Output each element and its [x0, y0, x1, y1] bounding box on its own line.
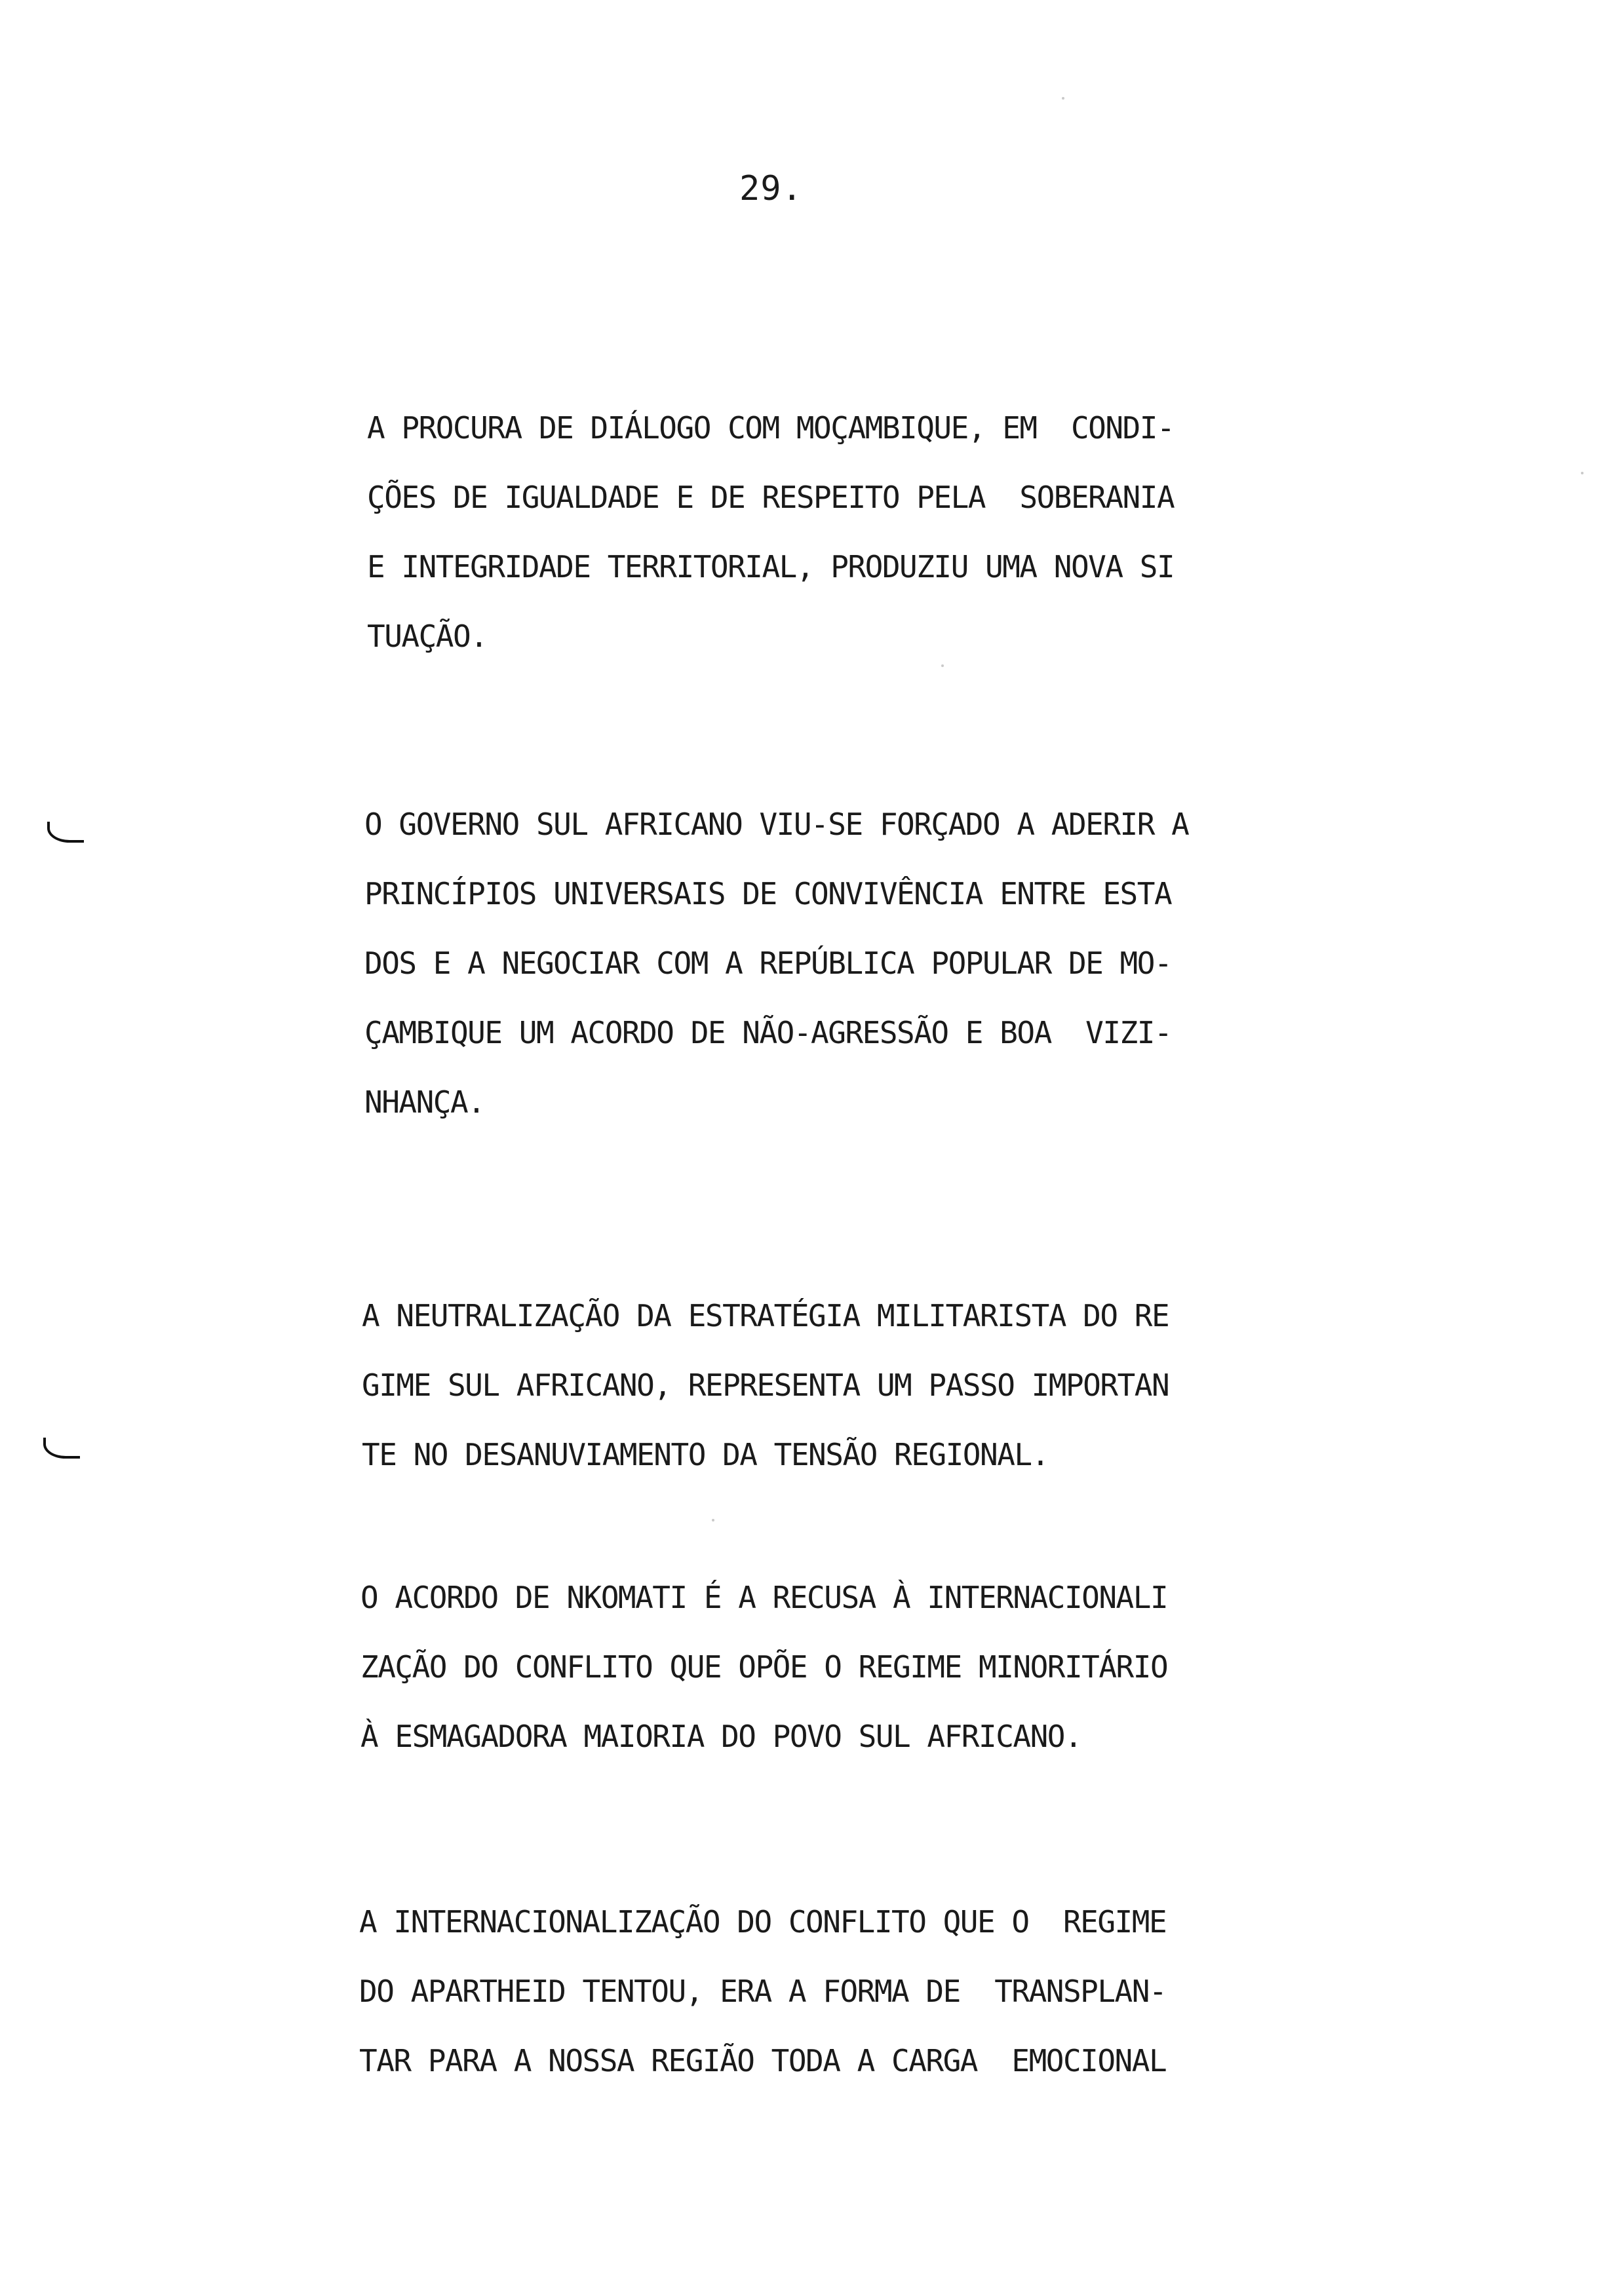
paragraph-line: PRINCÍPIOS UNIVERSAIS DE CONVIVÊNCIA ENTRE ESTA [364, 876, 1172, 911]
scan-speck [1581, 472, 1584, 474]
margin-check-mark [47, 822, 84, 843]
paragraph-line: À ESMAGADORA MAIORIA DO POVO SUL AFRICANO. [360, 1719, 1082, 1754]
paragraph-line: A PROCURA DE DIÁLOGO COM MOÇAMBIQUE, EM CONDI- [367, 410, 1175, 446]
paragraph-line: DO APARTHEID TENTOU, ERA A FORMA DE TRANSPLAN- [359, 1974, 1167, 2009]
scan-speck [941, 664, 944, 667]
paragraph-line: ÇÕES DE IGUALDADE E DE RESPEITO PELA SOBERANIA [367, 480, 1175, 515]
page-number: 29. [739, 169, 803, 208]
paragraph-line: O GOVERNO SUL AFRICANO VIU-SE FORÇADO A ADERIR A [364, 807, 1189, 842]
paragraph-line: DOS E A NEGOCIAR COM A REPÚBLICA POPULAR DE MO- [364, 946, 1172, 981]
paragraph-line: ZAÇÃO DO CONFLITO QUE OPÕE O REGIME MINORITÁRIO [360, 1649, 1168, 1685]
paragraph-line: GIME SUL AFRICANO, REPRESENTA UM PASSO IMPORTAN [362, 1368, 1169, 1403]
paragraph-line: TE NO DESANUVIAMENTO DA TENSÃO REGIONAL. [362, 1437, 1049, 1472]
paragraph-line: TAR PARA A NOSSA REGIÃO TODA A CARGA EMOCIONAL [359, 2043, 1167, 2078]
paragraph-line: A NEUTRALIZAÇÃO DA ESTRATÉGIA MILITARISTA DO RE [362, 1298, 1169, 1333]
paragraph-dialogue-with-mozambique [367, 393, 1174, 671]
paragraph-nkomati-accord [360, 1563, 1167, 1771]
paragraph-line: NHANÇA. [364, 1084, 485, 1120]
scan-speck [712, 1519, 714, 1521]
paragraph-internationalization-conflict [359, 1887, 1166, 2095]
paragraph-line: ÇAMBIQUE UM ACORDO DE NÃO-AGRESSÃO E BOA VIZI- [364, 1015, 1172, 1050]
scan-speck [1062, 97, 1064, 100]
paragraph-neutralization-strategy [362, 1281, 1169, 1489]
paragraph-line: E INTEGRIDADE TERRITORIAL, PRODUZIU UMA NOVA SI [367, 549, 1175, 584]
paragraph-line: A INTERNACIONALIZAÇÃO DO CONFLITO QUE O REGIME [359, 1904, 1167, 1940]
paragraph-south-african-government [364, 790, 1188, 1137]
paragraph-line: O ACORDO DE NKOMATI É A RECUSA À INTERNACIONALI [360, 1580, 1168, 1615]
margin-check-mark [43, 1438, 80, 1459]
paragraph-line: TUAÇÃO. [367, 619, 488, 654]
